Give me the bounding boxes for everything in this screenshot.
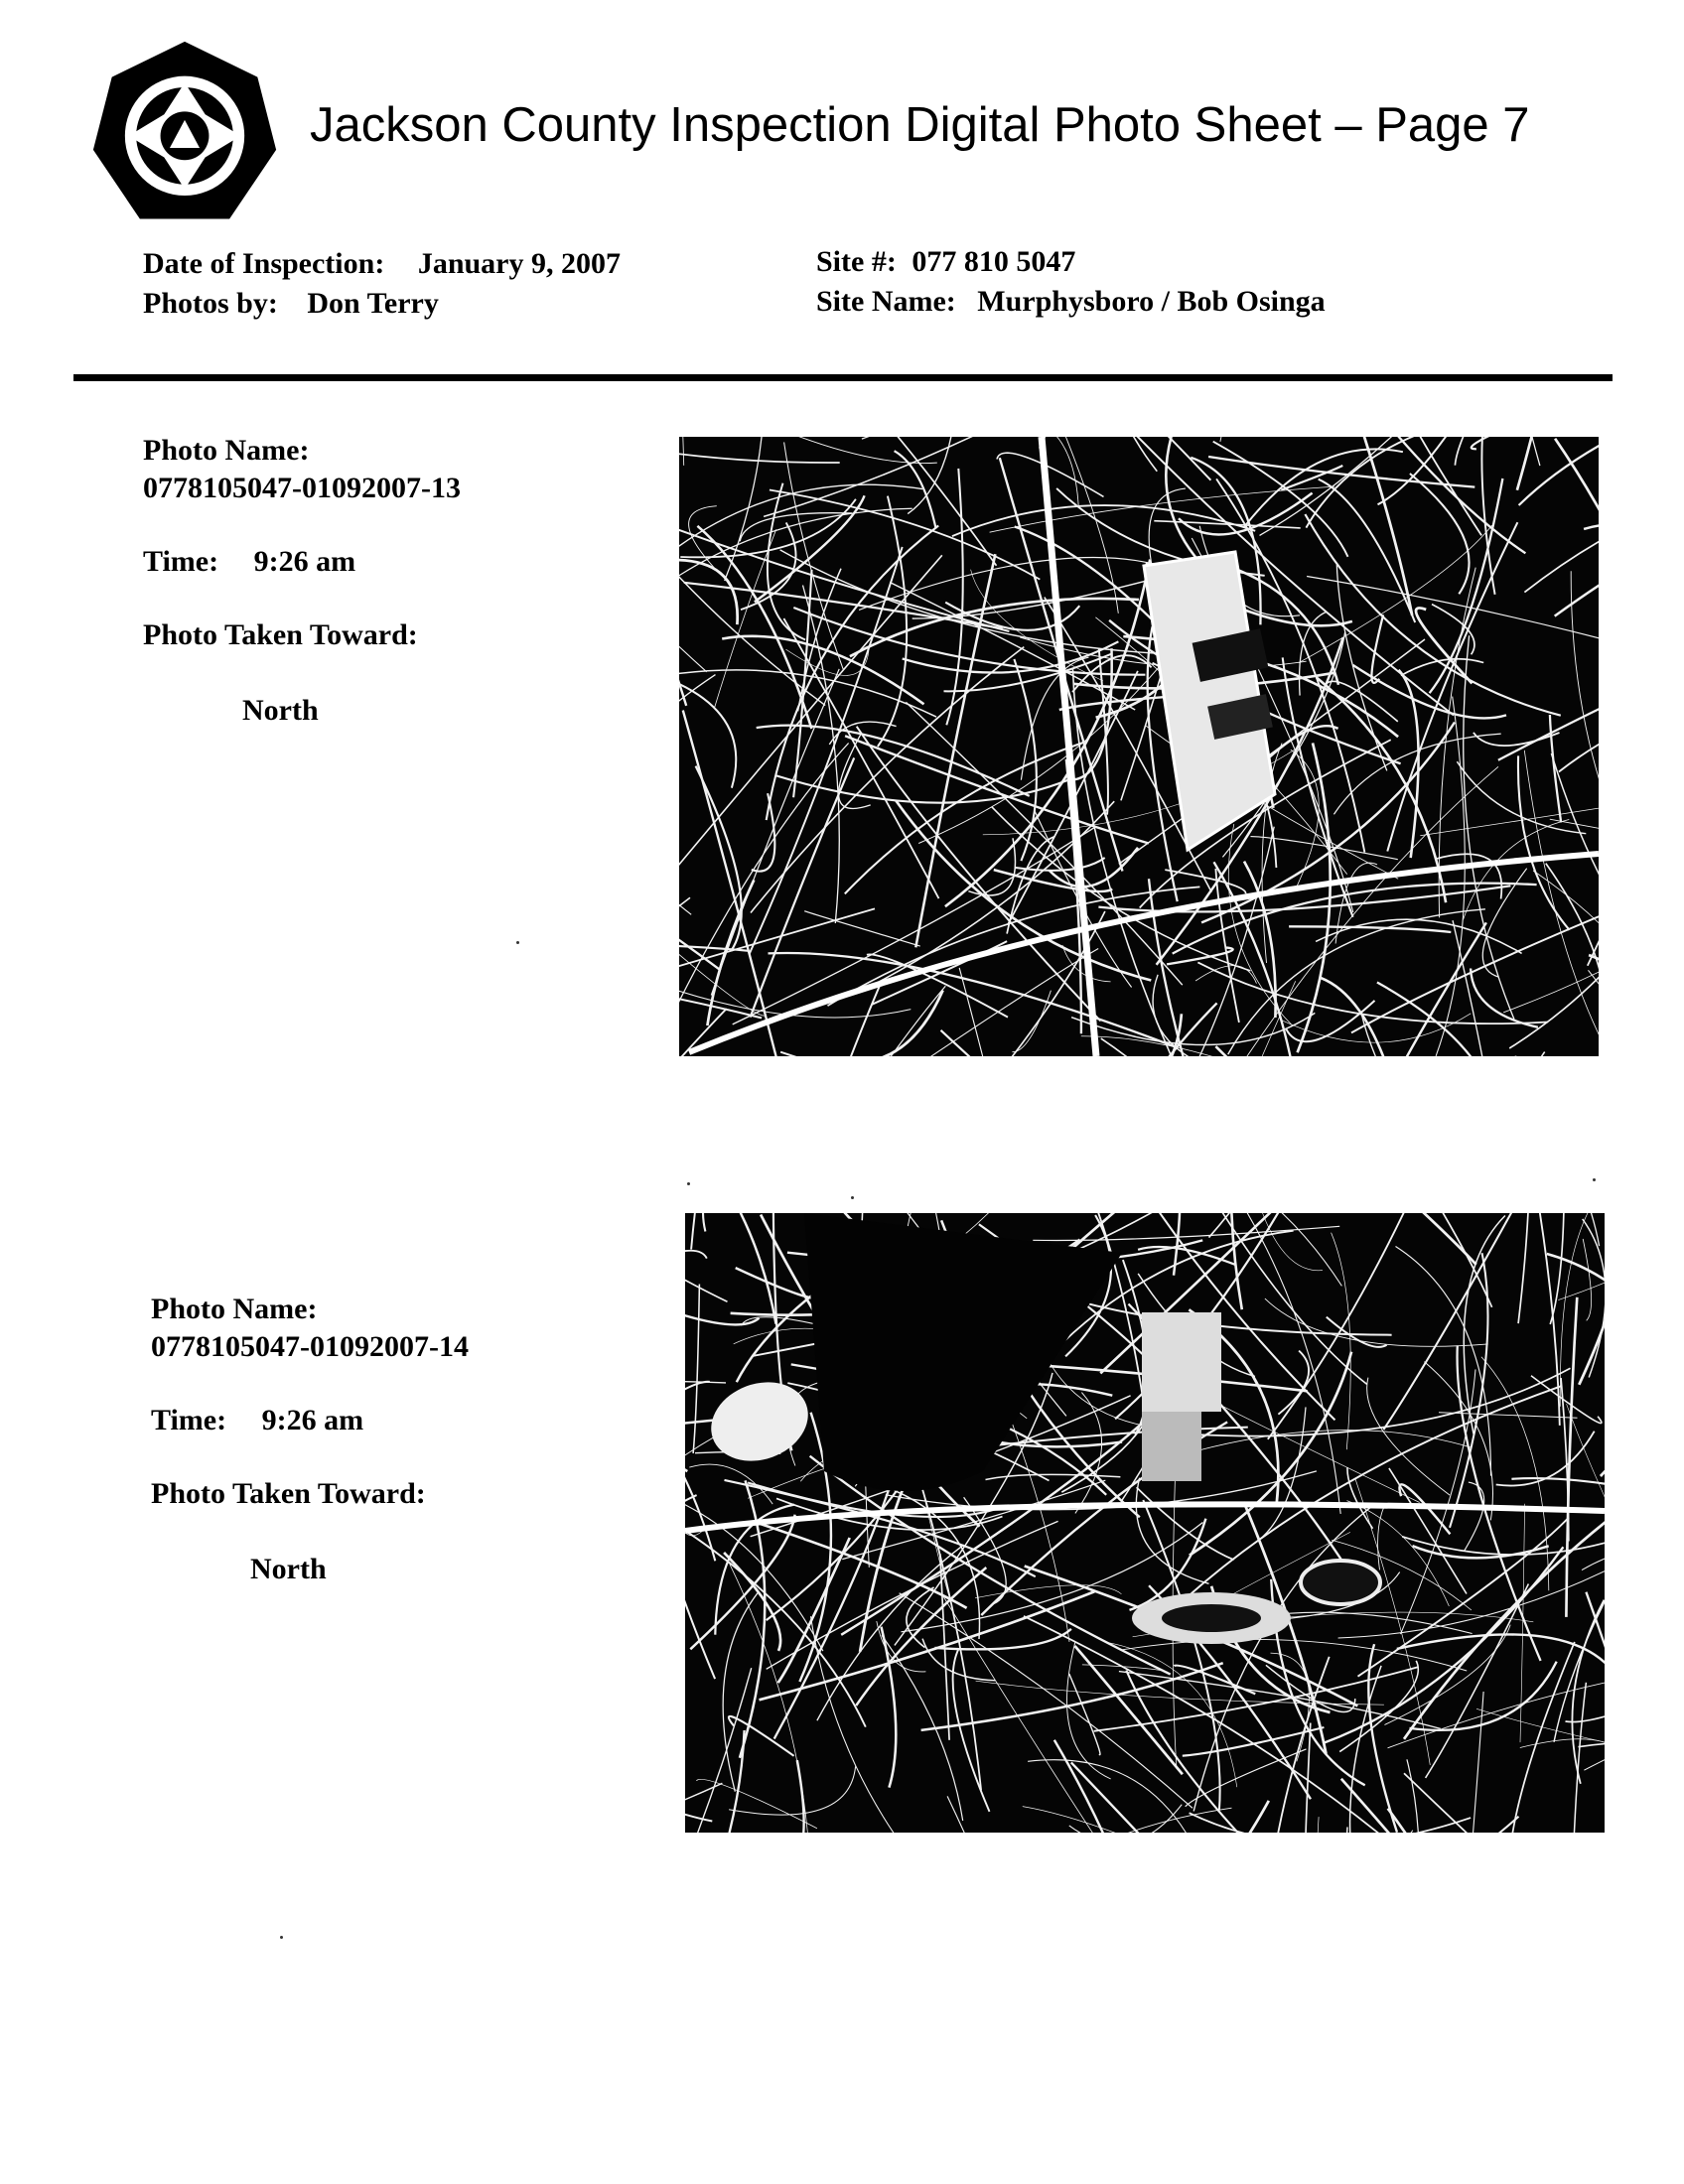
scan-speck <box>280 1936 283 1939</box>
photo-1-name-label: Photo Name: <box>143 434 310 467</box>
photo-2-time <box>151 1404 363 1437</box>
scan-speck <box>516 941 519 944</box>
photo-2-name-label: Photo Name: <box>151 1293 318 1325</box>
inspection-date-block <box>143 244 621 324</box>
photo-1-toward-label: Photo Taken Toward: <box>143 618 418 651</box>
site-photo-2 <box>685 1213 1605 1833</box>
photo-1-name-value: 0778105047-01092007-13 <box>143 472 461 504</box>
photo-2-image <box>685 1213 1605 1833</box>
site-name-label: Site Name: <box>816 285 956 318</box>
site-photo-1 <box>679 437 1599 1056</box>
photo-1-image <box>679 437 1599 1056</box>
scan-speck <box>1593 1178 1596 1181</box>
date-label: Date of Inspection: <box>143 247 385 280</box>
county-logo <box>91 40 278 226</box>
scan-speck <box>687 1182 690 1185</box>
photos-by-label: Photos by: <box>143 287 278 320</box>
photo-2-time-value: 9:26 am <box>261 1404 364 1436</box>
site-number-value: 077 810 5047 <box>912 245 1076 278</box>
photo-1-time-value: 9:26 am <box>253 545 356 578</box>
site-number-label: Site #: <box>816 245 897 278</box>
photo-2-toward-label: Photo Taken Toward: <box>151 1477 426 1510</box>
header-divider <box>73 374 1613 381</box>
photo-1-toward-value: North <box>242 694 319 727</box>
photo-1-time <box>143 545 355 579</box>
site-name-value: Murphysboro / Bob Osinga <box>977 285 1326 318</box>
page-title: Jackson County Inspection Digital Photo Sheet – Page 7 <box>310 98 1530 152</box>
photo-2-toward-value: North <box>250 1553 327 1585</box>
octagon-cross-logo-icon <box>91 40 278 226</box>
site-block <box>816 242 1326 322</box>
photos-by-value: Don Terry <box>307 287 439 320</box>
photo-1-time-label: Time: <box>143 545 219 578</box>
scan-speck <box>851 1196 854 1199</box>
photo-2-time-label: Time: <box>151 1404 227 1436</box>
date-value: January 9, 2007 <box>417 247 621 280</box>
photo-2-name-value: 0778105047-01092007-14 <box>151 1330 469 1363</box>
